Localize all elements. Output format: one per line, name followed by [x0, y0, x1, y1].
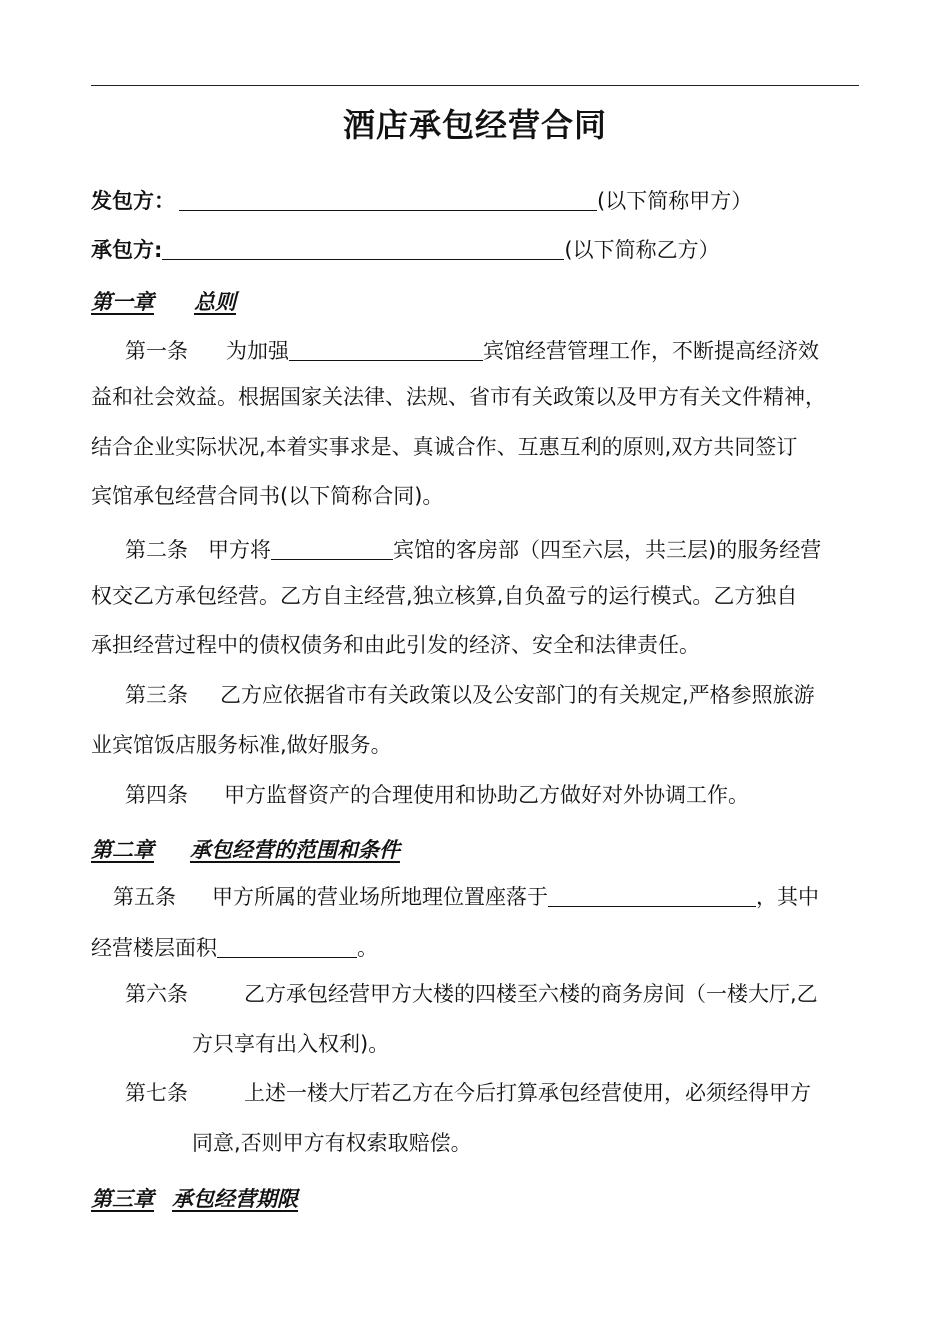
article-2-text: 甲方将 — [208, 538, 271, 562]
party-b-blank — [162, 239, 564, 260]
article-3-line-2: 业宾馆饭店服务标准,做好服务。 — [91, 733, 392, 757]
article-6-text: 乙方承包经营甲方大楼的四楼至六楼的商务房间（一楼大厅,乙 — [244, 982, 818, 1006]
party-b-label: 承包方: — [91, 238, 163, 262]
chapter-2-number: 第二章 — [91, 838, 154, 862]
article-2-line-3: 承担经营过程中的债权债务和由此引发的经济、安全和法律责任。 — [91, 633, 700, 657]
article-5-end: 。 — [357, 936, 378, 960]
article-7-line-2: 同意,否则甲方有权索取赔偿。 — [192, 1131, 472, 1155]
chapter-1-heading — [91, 286, 236, 316]
article-2-line-1 — [125, 536, 821, 561]
article-1-line-4: 宾馆承包经营合同书(以下简称合同)。 — [91, 484, 444, 508]
article-5-line-1 — [113, 883, 819, 908]
article-1-blank — [289, 340, 483, 361]
article-5-number: 第五条 — [113, 885, 176, 909]
article-3-number: 第三条 — [125, 683, 188, 707]
article-6-number: 第六条 — [125, 982, 188, 1006]
article-5-text-cont: ，其中 — [756, 885, 819, 909]
article-5-blank — [548, 886, 756, 907]
chapter-3-name: 承包经营期限 — [172, 1187, 298, 1211]
article-5-area-blank — [217, 937, 357, 958]
article-7-text: 上述一楼大厅若乙方在今后打算承包经营使用，必须经得甲方 — [244, 1081, 811, 1105]
chapter-1-name: 总则 — [194, 290, 236, 314]
chapter-1-number: 第一章 — [91, 290, 154, 314]
chapter-3-heading — [91, 1183, 318, 1213]
article-1-line-3: 结合企业实际状况,本着实事求是、真诚合作、互惠互利的原则,双方共同签订 — [91, 435, 798, 459]
article-1-number: 第一条 — [125, 339, 188, 363]
header-rule — [91, 85, 859, 86]
chapter-2-name: 承包经营的范围和条件 — [190, 838, 400, 862]
article-1-line-1 — [125, 337, 819, 362]
party-a-blank — [179, 190, 597, 211]
article-6-line-2: 方只享有出入权利)。 — [192, 1032, 390, 1056]
party-a-line — [91, 187, 752, 212]
article-2-line-2: 权交乙方承包经营。乙方自主经营,独立核算,自负盈亏的运行模式。乙方独自 — [91, 584, 798, 608]
document-title: 酒店承包经营合同 — [342, 106, 607, 144]
article-7-line-1 — [125, 1083, 811, 1104]
article-5-text: 甲方所属的营业场所地理位置座落于 — [212, 885, 548, 909]
article-2-text-cont: 宾馆的客房部（四至六层，共三层)的服务经营 — [393, 538, 822, 562]
party-b-line — [91, 236, 720, 261]
article-6-line-1 — [125, 984, 818, 1005]
article-4-text: 甲方监督资产的合理使用和协助乙方做好对外协调工作。 — [224, 783, 749, 807]
article-5-line-2 — [91, 934, 378, 959]
party-b-note: (以下简称乙方） — [564, 238, 720, 262]
article-4-number: 第四条 — [125, 783, 188, 807]
party-a-note: (以下简称甲方） — [597, 189, 753, 213]
chapter-2-heading — [91, 834, 406, 864]
chapter-3-number: 第三章 — [91, 1187, 154, 1211]
article-5-area-label: 经营楼层面积 — [91, 936, 217, 960]
article-3-text: 乙方应依据省市有关政策以及公安部门的有关规定,严格参照旅游 — [220, 683, 815, 707]
article-2-blank — [271, 539, 393, 560]
article-1-line-2: 益和社会效益。根据国家关法律、法规、省市有关政策以及甲方有关文件精神， — [91, 385, 826, 409]
article-1-text-cont: 宾馆经营管理工作，不断提高经济效 — [483, 339, 819, 363]
party-a-label: 发包方： — [91, 189, 175, 213]
article-1-text: 为加强 — [226, 339, 289, 363]
article-3-line-1 — [125, 685, 815, 706]
article-7-number: 第七条 — [125, 1081, 188, 1105]
article-4-line-1 — [125, 785, 749, 806]
article-2-number: 第二条 — [125, 538, 188, 562]
